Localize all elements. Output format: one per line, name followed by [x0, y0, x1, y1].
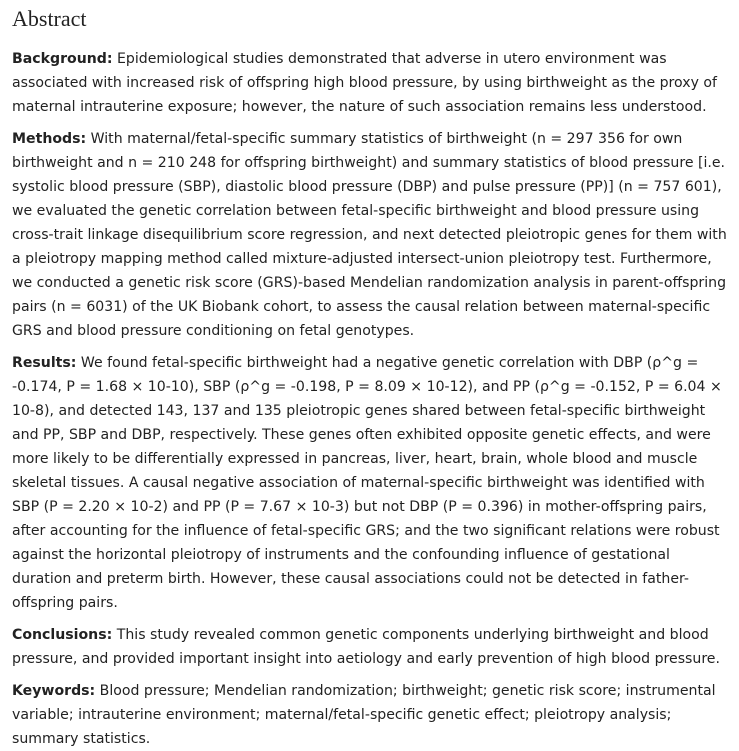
abstract-page: [0, 4, 739, 751]
keywords-label: Keywords:: [12, 683, 96, 699]
keywords-text: Blood pressure; Mendelian randomization; birthweight; genetic risk score; instrumental variable; intrauterine environment; maternal/fetal-specific genetic effect; pleiotropy analysis; summary statistics.: [12, 683, 716, 747]
conclusions-text: This study revealed common genetic components underlying birthweight and blood pressure, and provided important insight into aetiology and early prevention of high blood pressure.: [12, 627, 720, 667]
methods-label: Methods:: [12, 131, 87, 147]
abstract-heading: Abstract: [12, 6, 87, 31]
results-label: Results:: [12, 355, 77, 371]
background-text: Epidemiological studies demonstrated that adverse in utero environment was associated with increased risk of offspring high blood pressure, by using birthweight as the proxy of maternal intrauterine exposure; however, the nature of such association remains less understood.: [12, 51, 717, 115]
results-text: We found fetal-specific birthweight had a negative genetic correlation with DBP (ρ^g = -0.174, P = 1.68 × 10-10), SBP (ρ^g = -0.198, P = 8.09 × 10-12), and PP (ρ^g = -0.152, P = 6.04 × 10-8), and detected 143, 137 and 135 pleiotropic genes shared between fetal-specific birthweight and PP, SBP and DBP, respectively. These genes often exhibited opposite genetic effects, and were more likely to be differentially expressed in pancreas, liver, heart, brain, whole blood and muscle skeletal tissues. A causal negative association of maternal-specific birthweight was identified with SBP (P = 2.20 × 10-2) and PP (P = 7.67 × 10-3) but not DBP (P = 0.396) in mother-offspring pairs, after accounting for the influence of fetal-specific GRS; and the two significant relations were robust against the horizontal pleiotropy of instruments and the confounding influence of gestational duration and preterm birth. However, these causal associations could not be detected in father-offspring pairs.: [12, 355, 722, 611]
background-paragraph: [12, 47, 731, 119]
methods-paragraph: [12, 127, 731, 343]
conclusions-paragraph: [12, 623, 731, 671]
methods-text: With maternal/fetal-specific summary statistics of birthweight (n = 297 356 for own birthweight and n = 210 248 for offspring birthweight) and summary statistics of blood pressure [i.e. systolic blood pressure (SBP), diastolic blood pressure (DBP) and pulse pressure (PP)] (n = 757 601), we evaluated the genetic correlation between fetal-specific birthweight and blood pressure using cross-trait linkage disequilibrium score regression, and next detected pleiotropic genes for them with a pleiotropy mapping method called mixture-adjusted intersect-union pleiotropy test. Furthermore, we conducted a genetic risk score (GRS)-based Mendelian randomization analysis in parent-offspring pairs (n = 6031) of the UK Biobank cohort, to assess the causal relation between maternal-specific GRS and blood pressure conditioning on fetal genotypes.: [12, 131, 727, 339]
background-label: Background:: [12, 51, 113, 67]
results-paragraph: [12, 351, 731, 615]
conclusions-label: Conclusions:: [12, 627, 113, 643]
keywords-paragraph: [12, 679, 731, 751]
